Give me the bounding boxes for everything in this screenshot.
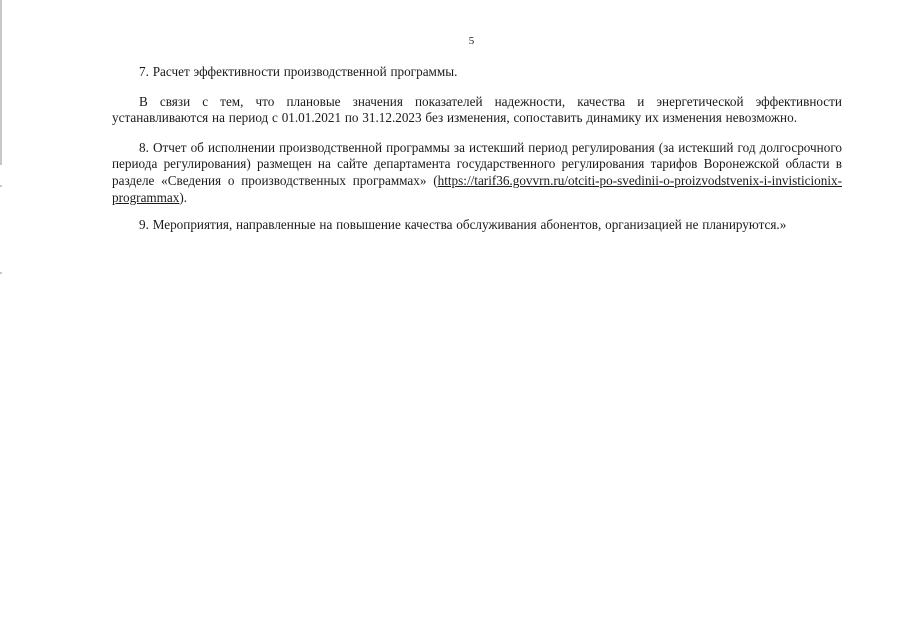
link-close-paren: ). <box>179 189 188 205</box>
page-number: 5 <box>468 35 475 47</box>
section-7-body: В связи с тем, что плановые значения показателей надежности, качества и энергетической эффективности устанавливаются на период с 01.01.2021 по 31.12.2023 без изменения, сопоставить динамику их изменения невозможно. <box>112 93 842 126</box>
section-9-body: 9. Мероприятия, направленные на повышение качества обслуживания абонентов, организацией не планируются.» <box>139 217 787 233</box>
document-body <box>112 64 842 234</box>
scan-edge-mark <box>0 185 2 187</box>
section-8-text: 8. Отчет об исполнении производственной программы за истекший период регулирования (за истекший год долгосрочного периода регулирования) размещен на сайте департамента государственного регулирования тарифов Воронежской области в разделе «Сведения о производственных программах» <box>112 139 842 188</box>
link-open-paren: ( <box>433 172 438 188</box>
scan-edge-mark <box>0 0 2 165</box>
section-7-title: 7. Расчет эффективности производственной программы. <box>139 64 458 79</box>
tarif-website-link[interactable]: https://tarif36.govvrn.ru/otciti-po-svedinii-o-proizvodstvenix-i-invisticionix-programmax <box>112 172 842 205</box>
section-8-body <box>112 140 842 206</box>
scan-edge-mark <box>0 272 2 274</box>
